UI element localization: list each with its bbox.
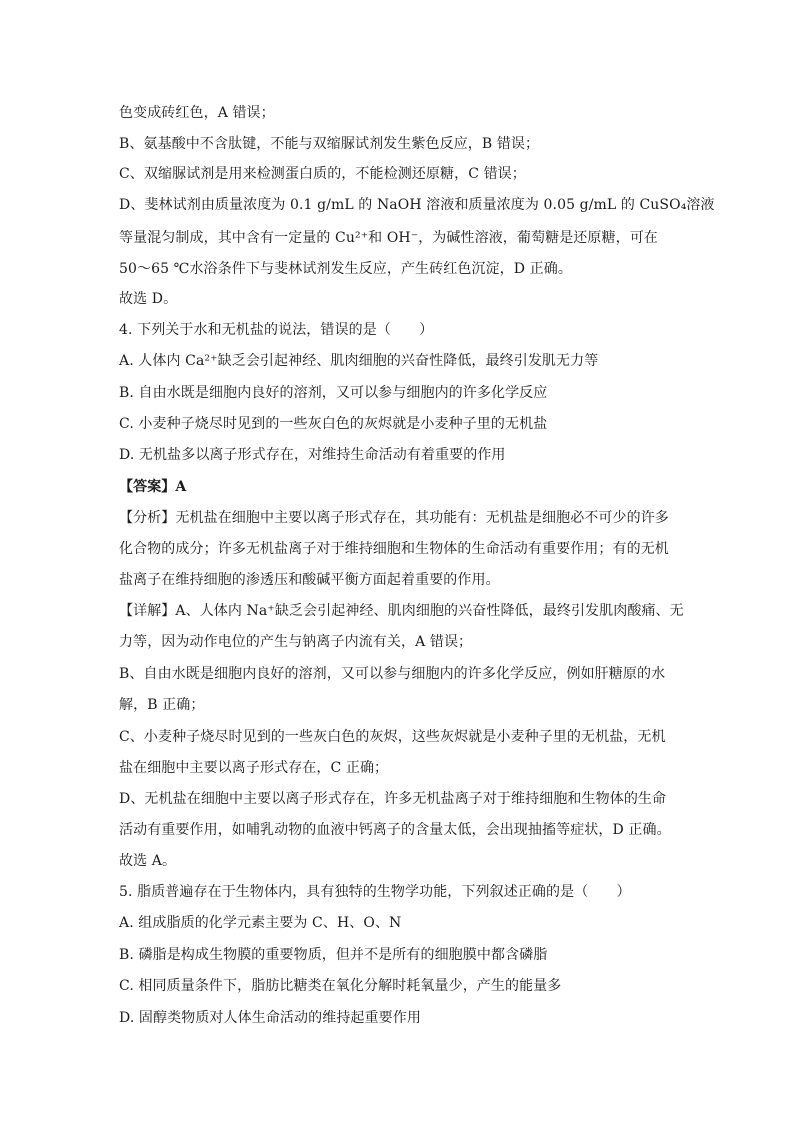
explanation-line: 盐在细胞中主要以离子形式存在，C 正确； [119, 760, 389, 776]
explanation-line: B、自由水既是细胞内良好的溶剂，又可以参与细胞内的许多化学反应，例如肝糖原的水 [119, 666, 666, 682]
question-4-option-b: B. 自由水既是细胞内良好的溶剂，又可以参与细胞内的许多化学反应 [119, 385, 548, 401]
question-5-stem: 5. 脂质普遍存在于生物体内，具有独特的生物学功能，下列叙述正确的是（ ） [119, 884, 631, 900]
text-line: D、斐林试剂由质量浓度为 0.1 g/mL 的 NaOH 溶液和质量浓度为 0.05 g/mL 的 CuSO₄溶液 [119, 197, 715, 213]
question-4-option-d: D. 无机盐多以离子形式存在，对维持生命活动有着重要的作用 [119, 447, 506, 463]
answer-line: 【答案】A [119, 479, 187, 495]
explanation-line: 活动有重要作用，如哺乳动物的血液中钙离子的含量太低，会出现抽搐等症状，D 正确。 [119, 822, 671, 838]
question-5-option-d: D. 固醇类物质对人体生命活动的维持起重要作用 [119, 1010, 421, 1026]
question-5-option-b: B. 磷脂是构成生物膜的重要物质，但并不是所有的细胞膜中都含磷脂 [119, 947, 548, 963]
explanation-line: 力等，因为动作电位的产生与钠离子内流有关，A 错误； [119, 634, 473, 650]
question-5-option-c: C. 相同质量条件下，脂肪比糖类在氧化分解时耗氧量少，产生的能量多 [119, 978, 562, 994]
analysis-line: 化合物的成分；许多无机盐离子对于维持细胞和生物体的生命活动有重要作用；有的无机 [119, 541, 669, 557]
explanation-line: 【详解】A、人体内 Na⁺缺乏会引起神经、肌肉细胞的兴奋性降低，最终引发肌肉酸痛、无 [119, 603, 684, 619]
question-5-option-a: A. 组成脂质的化学元素主要为 C、H、O、N [119, 915, 402, 931]
question-4-option-a: A. 人体内 Ca²⁺缺乏会引起神经、肌肉细胞的兴奋性降低，最终引发肌无力等 [119, 353, 599, 369]
explanation-line: D、无机盐在细胞中主要以离子形式存在，许多无机盐离子对于维持细胞和生物体的生命 [119, 791, 667, 807]
question-4-stem: 4. 下列关于水和无机盐的说法，错误的是（ ） [119, 322, 434, 338]
text-line: B、氨基酸中不含肽键，不能与双缩脲试剂发生紫色反应，B 错误； [119, 136, 540, 152]
explanation-line: C、小麦种子烧尽时见到的一些灰白色的灰烬，这些灰烬就是小麦种子里的无机盐，无机 [119, 729, 666, 745]
explanation-line: 解，B 正确； [119, 697, 205, 713]
conclusion-line: 故选 A。 [119, 853, 177, 869]
text-line: 等量混匀制成，其中含有一定量的 Cu²⁺和 OH⁻，为碱性溶液，葡萄糖是还原糖，可在 [119, 230, 658, 246]
text-line: 故选 D。 [119, 291, 178, 307]
text-line: 色变成砖红色，A 错误； [119, 105, 275, 121]
text-line: C、双缩脲试剂是用来检测蛋白质的，不能检测还原糖，C 错误； [119, 166, 526, 182]
question-4-option-c: C. 小麦种子烧尽时见到的一些灰白色的灰烬就是小麦种子里的无机盐 [119, 416, 548, 432]
analysis-line: 【分析】无机盐在细胞中主要以离子形式存在，其功能有：无机盐是细胞必不可少的许多 [119, 510, 669, 526]
analysis-line: 盐离子在维持细胞的渗透压和酸碱平衡方面起着重要的作用。 [119, 572, 500, 588]
text-line: 50～65 ℃水浴条件下与斐林试剂发生反应，产生砖红色沉淀，D 正确。 [119, 261, 572, 277]
